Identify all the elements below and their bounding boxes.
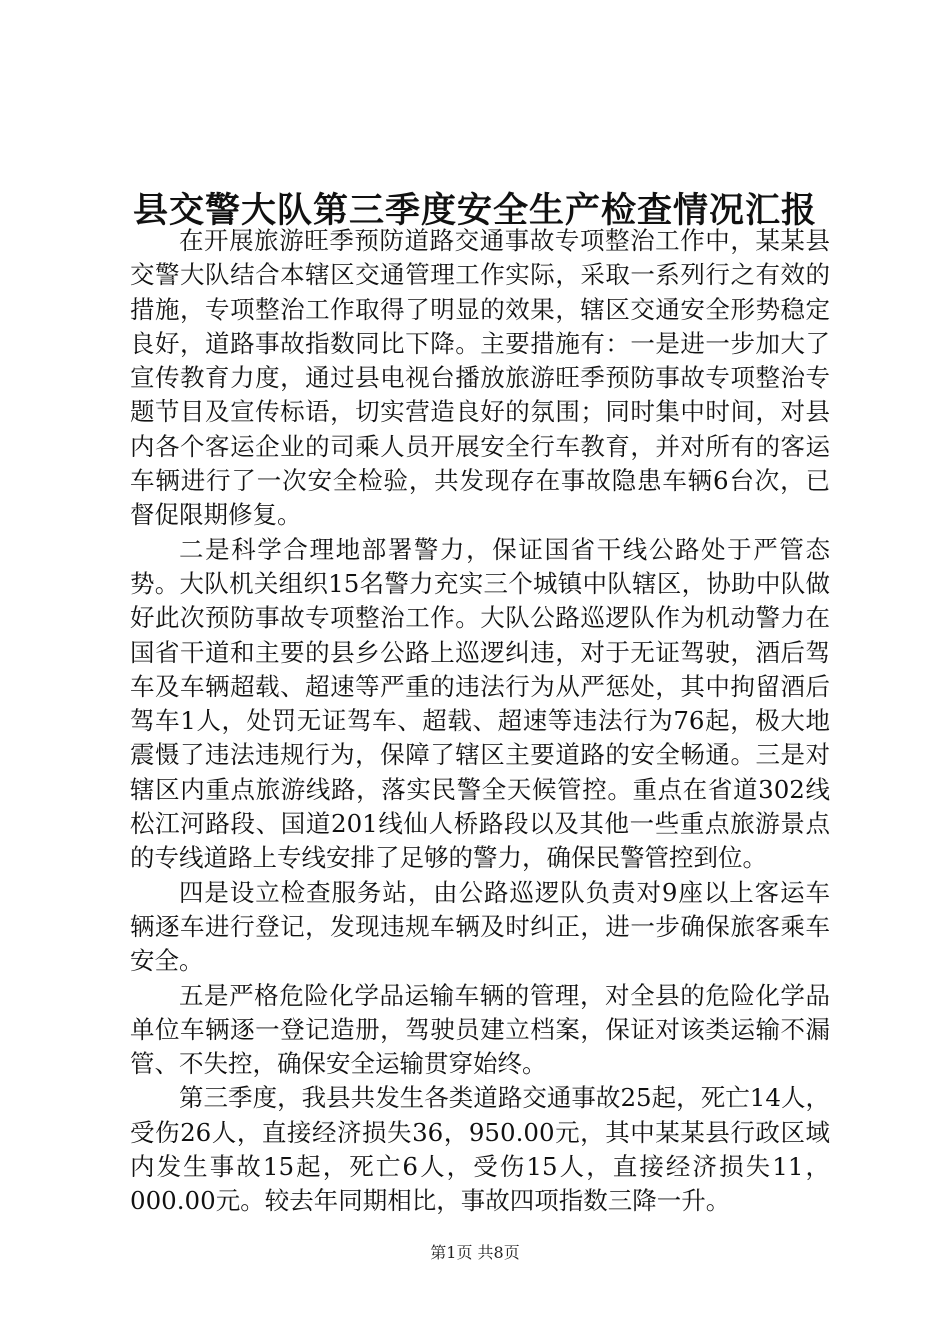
paragraph-4: 五是严格危险化学品运输车辆的管理，对全县的危险化学品单位车辆逐一登记造册，驾驶员建立档案，保证对该类运输不漏管、不失控，确保安全运输贯穿始终。 (130, 980, 830, 1079)
paragraph-3: 四是设立检查服务站，由公路巡逻队负责对9座以上客运车辆逐车进行登记，发现违规车辆及时纠正，进一步确保旅客乘车安全。 (130, 877, 830, 976)
document-body (130, 224, 830, 1219)
paragraph-1: 在开展旅游旺季预防道路交通事故专项整治工作中，某某县交警大队结合本辖区交通管理工作实际，采取一系列行之有效的措施，专项整治工作取得了明显的效果，辖区交通安全形势稳定良好，道路事故指数同比下降。主要措施有：一是进一步加大了宣传教育力度，通过县电视台播放旅游旺季预防事故专项整治专题节目及宣传标语，切实营造良好的氛围；同时集中时间，对县内各个客运企业的司乘人员开展安全行车教育，并对所有的客运车辆进行了一次安全检验，共发现存在事故隐患车辆6台次，已督促限期修复。 (130, 226, 830, 530)
paragraph-2: 二是科学合理地部署警力，保证国省干线公路处于严管态势。大队机关组织15名警力充实三个城镇中队辖区，协助中队做好此次预防事故专项整治工作。大队公路巡逻队作为机动警力在国省干道和主要的县乡公路上巡逻纠违，对于无证驾驶，酒后驾车及车辆超载、超速等严重的违法行为从严惩处，其中拘留酒后驾车1人，处罚无证驾车、超载、超速等违法行为76起，极大地震慑了违法违规行为，保障了辖区主要道路的安全畅通。三是对辖区内重点旅游线路，落实民警全天候管控。重点在省道302线松江河路段、国道201线仙人桥路段以及其他一些重点旅游景点的专线道路上专线安排了足够的警力，确保民警管控到位。 (130, 534, 830, 873)
document-title: 县交警大队第三季度安全生产检查情况汇报 (132, 190, 817, 231)
page-number-footer: 第1页 共8页 (430, 1243, 520, 1262)
paragraph-5: 第三季度，我县共发生各类道路交通事故25起，死亡14人，受伤26人，直接经济损失36，950.00元，其中某某县行政区域内发生事故15起，死亡6人，受伤15人，直接经济损失11，000.00元。较去年同期相比，事故四项指数三降一升。 (130, 1083, 830, 1216)
